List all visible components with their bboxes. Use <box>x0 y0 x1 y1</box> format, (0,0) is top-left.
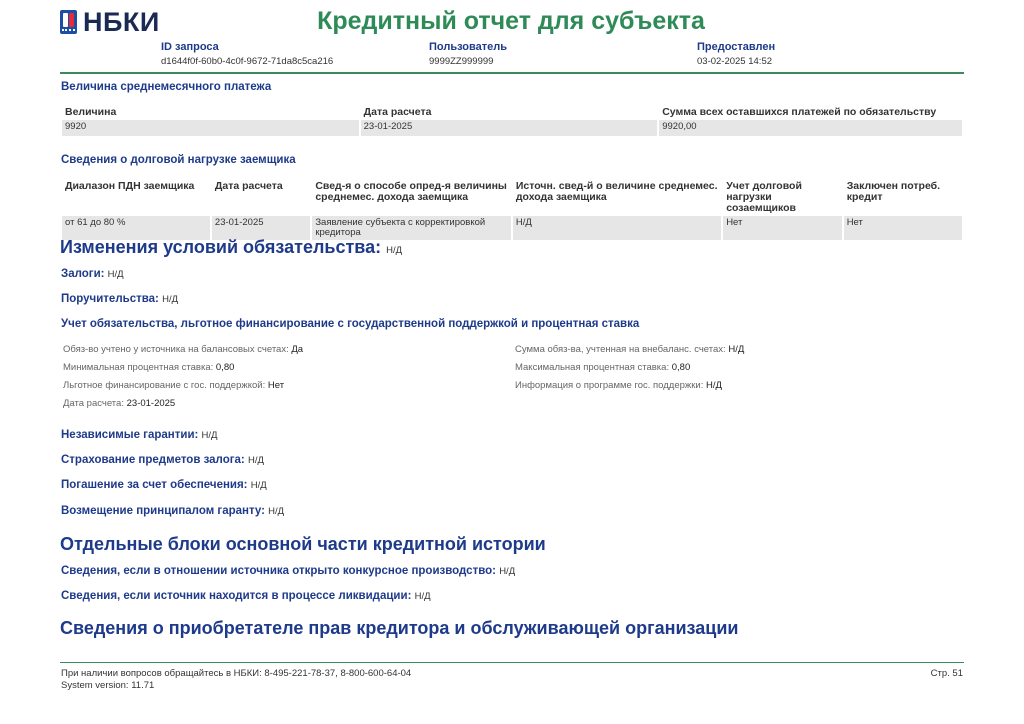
page-number: Стр. 51 <box>930 668 963 679</box>
acquirer-heading: Сведения о приобретателе прав кредитора и обслуживающей организации <box>60 618 739 638</box>
repayment-value: Н/Д <box>250 480 267 491</box>
field-value: Нет <box>267 380 285 391</box>
table-header-cell: Источн. свед-й о величине среднемес. дохода заемщика <box>515 180 718 203</box>
field-value: Да <box>291 344 304 355</box>
independent-guarantees-heading <box>61 429 217 441</box>
liquidation-value: Н/Д <box>414 591 431 602</box>
insurance-value: Н/Д <box>247 455 264 466</box>
table-cell: Нет <box>723 216 842 240</box>
repayment-label: Погашение за счет обеспечения: <box>61 479 248 491</box>
guarantees-value: Н/Д <box>162 294 179 305</box>
guarantees-heading <box>61 293 178 305</box>
table-header-cell: Диалазон ПДН заемщика <box>65 180 195 192</box>
accounting-left-item <box>63 398 175 409</box>
reimbursement-label: Возмещение принципалом гаранту: <box>61 505 265 517</box>
provided-label: Предоставлен <box>697 41 776 53</box>
table-cell: Нет <box>844 216 962 240</box>
provided-value: 03-02-2025 14:52 <box>697 56 773 67</box>
collateral-label: Залоги: <box>61 268 105 280</box>
table-header-cell: Учет долговой нагрузки созаемщиков <box>726 180 802 214</box>
table-header-cell: Дата расчета <box>363 106 432 118</box>
field-label: Минимальная процентная ставка: <box>63 362 214 373</box>
blocks-heading: Отдельные блоки основной части кредитной истории <box>60 534 546 554</box>
avg-payment-table <box>60 105 964 136</box>
bankruptcy-heading <box>61 565 515 577</box>
table-header-row <box>62 105 962 120</box>
insurance-heading <box>61 454 264 466</box>
table-header-cell: Дата расчета <box>214 180 283 192</box>
table-cell: от 61 до 80 % <box>62 216 210 240</box>
table-cell: Н/Д <box>513 216 721 240</box>
accounting-left-item <box>63 380 284 391</box>
header-divider <box>60 72 964 74</box>
field-label: Дата расчета: <box>63 398 124 409</box>
accounting-right-item <box>515 380 722 391</box>
footer-version: System version: 11.71 <box>61 680 155 691</box>
field-label: Обяз-во учтено у источника на балансовых счетах: <box>63 344 289 355</box>
table-cell: Заявление субъекта с корректировкой кредитора <box>312 216 511 240</box>
request-id-label: ID запроса <box>161 41 219 53</box>
table-row <box>62 120 962 136</box>
independent-guarantees-value: Н/Д <box>201 430 218 441</box>
table-header-cell: Заключен потреб. кредит <box>846 180 941 203</box>
user-label: Пользователь <box>429 41 508 53</box>
table-cell: 23-01-2025 <box>212 216 310 240</box>
user-block <box>429 40 507 69</box>
field-value: 0,80 <box>671 362 691 373</box>
field-value: Н/Д <box>706 380 722 391</box>
changes-heading <box>60 237 402 258</box>
debt-load-table <box>60 179 964 240</box>
request-id-block <box>161 40 333 69</box>
debt-load-title: Сведения о долговой нагрузке заемщика <box>61 154 296 166</box>
table-header-cell: Свед-я о способе опред-я величины среднемес. дохода заемщика <box>315 180 507 203</box>
repayment-heading <box>61 479 267 491</box>
field-label: Льготное финансирование с гос. поддержкой: <box>63 380 266 391</box>
request-id-value: d1644f0f-60b0-4c0f-9672-71da8c5ca216 <box>161 56 334 67</box>
field-label: Максимальная процентная ставка: <box>515 362 670 373</box>
changes-value: Н/Д <box>386 245 403 256</box>
bankruptcy-label: Сведения, если в отношении источника открыто конкурсное производство: <box>61 565 496 577</box>
field-value: Н/Д <box>728 344 745 355</box>
accounting-title: Учет обязательства, льготное финансирование с государственной поддержкой и процентная ставка <box>61 318 640 330</box>
table-header-cell: Сумма всех оставшихся платежей по обязательству <box>662 106 937 118</box>
table-header-row <box>62 179 962 216</box>
table-cell: 9920 <box>62 120 359 136</box>
independent-guarantees-label: Независимые гарантии: <box>61 429 199 441</box>
avg-payment-title: Величина среднемесячного платежа <box>61 81 272 93</box>
accounting-right-item <box>515 362 690 373</box>
field-label: Информация о программе гос. поддержки: <box>515 380 704 391</box>
logo-text: НБКИ <box>83 7 160 37</box>
guarantees-label: Поручительства: <box>61 293 159 305</box>
liquidation-heading <box>61 590 431 602</box>
table-cell: 9920,00 <box>659 120 962 136</box>
collateral-value: Н/Д <box>107 269 124 280</box>
table-cell: 23-01-2025 <box>361 120 658 136</box>
field-value: 23-01-2025 <box>126 398 176 409</box>
liquidation-label: Сведения, если источник находится в процессе ликвидации: <box>61 590 412 602</box>
bankruptcy-value: Н/Д <box>499 566 516 577</box>
field-value: 0,80 <box>215 362 235 373</box>
insurance-label: Страхование предметов залога: <box>61 454 245 466</box>
provided-block <box>697 40 775 69</box>
footer-divider <box>60 662 964 663</box>
page-title: Кредитный отчет для субъекта <box>317 7 705 35</box>
accounting-left-item <box>63 344 303 355</box>
footer-contact: При наличии вопросов обращайтесь в НБКИ: 8-495-221-78-37, 8-800-600-64-04 <box>61 668 412 679</box>
user-value: 9999ZZ999999 <box>429 56 494 67</box>
table-header-cell: Величина <box>65 106 117 118</box>
collateral-heading <box>61 268 124 280</box>
field-label: Сумма обяз-ва, учтенная на внебаланс. счетах: <box>515 344 726 355</box>
reimbursement-heading <box>61 505 284 517</box>
reimbursement-value: Н/Д <box>268 506 285 517</box>
accounting-right-item <box>515 344 744 355</box>
changes-label: Изменения условий обязательства: <box>60 237 382 257</box>
accounting-left-item <box>63 362 234 373</box>
